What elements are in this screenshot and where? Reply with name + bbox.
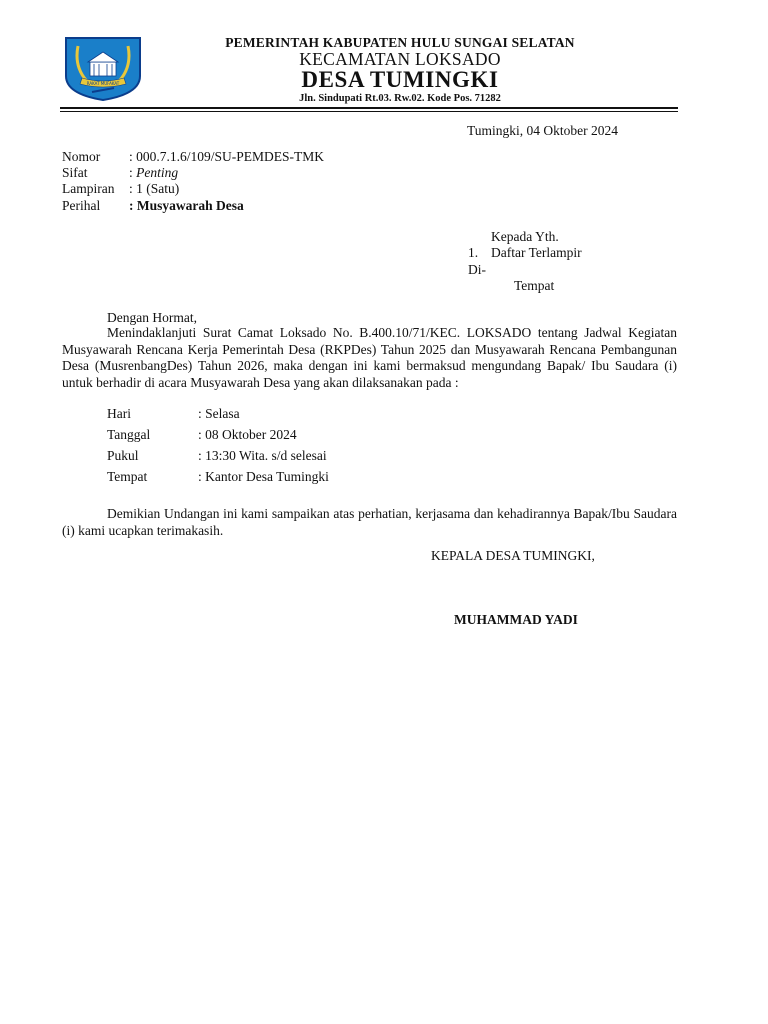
schedule-hari-value: : Selasa xyxy=(198,406,240,421)
recipient-kepada: Kepada Yth. xyxy=(491,229,559,244)
letterhead-address: Jln. Sindupati Rt.03. Rw.02. Kode Pos. 71282 xyxy=(299,93,501,104)
letterhead-village: DESA TUMINGKI xyxy=(301,67,499,92)
recipient-tempat: Tempat xyxy=(514,278,555,293)
regency-emblem-icon xyxy=(64,36,142,102)
svg-text:RAKAT MUFAKAT: RAKAT MUFAKAT xyxy=(86,81,120,86)
meta-perihal-label: Perihal xyxy=(62,198,101,213)
meta-lampiran-label: Lampiran xyxy=(62,181,115,196)
body-paragraph: Menindaklanjuti Surat Camat Loksado No. B.400.10/71/KEC. LOKSADO tentang Jadwal Kegiatan Musyawarah Rencana Kerja Pemerintah Desa (RKPDes) Tahun 2025 dan Musyawarah Rencana Pembangunan Desa (MusrenbangDes) Tahun 2026, maka dengan ini kami bermaksud mengundang Bapak/ Ibu Saudara (i) untuk berhadir di acara Musyawarah Desa yang akan dilaksanakan pada : xyxy=(62,325,677,390)
schedule-pukul-label: Pukul xyxy=(107,448,139,463)
meta-nomor-label: Nomor xyxy=(62,149,101,164)
recipient-di: Di- xyxy=(468,262,486,277)
signature-title: KEPALA DESA TUMINGKI, xyxy=(431,548,595,563)
signature-name: MUHAMMAD YADI xyxy=(454,612,578,627)
schedule-hari-label: Hari xyxy=(107,406,131,421)
recipient-item: Daftar Terlampir xyxy=(491,245,582,260)
letterhead-district: KECAMATAN LOKSADO xyxy=(299,49,501,69)
closing-paragraph: Demikian Undangan ini kami sampaikan atas perhatian, kerjasama dan kehadirannya Bapak/Ibu Saudara (i) kami ucapkan terimakasih. xyxy=(62,506,677,538)
letterhead-government: PEMERINTAH KABUPATEN HULU SUNGAI SELATAN xyxy=(225,35,575,50)
meta-sifat-label: Sifat xyxy=(62,165,88,180)
letterhead-rule-thin xyxy=(60,111,678,112)
meta-nomor-value: : 000.7.1.6/109/SU-PEMDES-TMK xyxy=(129,149,325,164)
schedule-tempat-label: Tempat xyxy=(107,469,148,484)
letterhead-rule-thick xyxy=(60,107,678,109)
regency-logo xyxy=(64,36,142,102)
schedule-pukul-value: : 13:30 Wita. s/d selesai xyxy=(198,448,327,463)
schedule-tanggal-value: : 08 Oktober 2024 xyxy=(198,427,297,442)
greeting: Dengan Hormat, xyxy=(107,310,197,325)
recipient-item-number: 1. xyxy=(468,245,479,260)
letter-date: Tumingki, 04 Oktober 2024 xyxy=(467,123,619,138)
schedule-tempat-value: : Kantor Desa Tumingki xyxy=(198,469,329,484)
meta-sifat-value: : Penting xyxy=(129,165,179,180)
meta-lampiran-value: : 1 (Satu) xyxy=(129,181,180,196)
schedule-tanggal-label: Tanggal xyxy=(107,427,151,442)
meta-perihal-value: : Musyawarah Desa xyxy=(129,198,244,213)
